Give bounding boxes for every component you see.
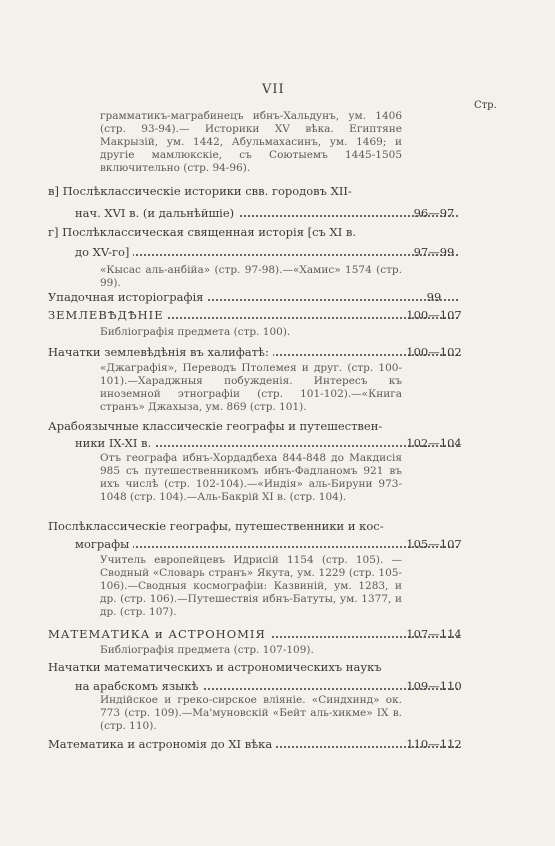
toc-entry-leader — [48, 737, 458, 751]
toc-entry-leader — [75, 245, 458, 259]
toc-entry-pages: 105—107 — [406, 537, 462, 551]
toc-entry-leader — [75, 537, 458, 551]
toc-entry-pages: 109—110 — [406, 679, 462, 693]
toc-entry-title: Математика и астрономія до XI вѣка — [48, 737, 276, 751]
entry-description: «Джаграфія», Переводъ Птолемея и друг. (стр. 100-101).—Хараджныя побужденія. Интересъ къ иноземной этнографіи (стр. 101-102).—«Книга странъ» Джахыза, ум. 869 (стр. 101). — [100, 362, 402, 413]
toc-entry-title-cont: ники IX-XI в. — [75, 436, 155, 450]
toc-entry-leader — [75, 679, 458, 693]
toc-entry-pages: 107—114 — [406, 627, 462, 641]
toc-section-title: ЗЕМЛЕВѢДѢНІЕ — [48, 308, 168, 322]
entry-description: Учитель европейцевъ Идрисій 1154 (стр. 105). —Сводный «Словарь странъ» Якута, ум. 1229 (стр. 105-106).—Сводныя космографіи: Казвиній, ум. 1283, и др. (стр. 106).—Путешествія ибнъ-Батуты, ум. 1377, и др. (стр. 107). — [100, 554, 402, 618]
toc-entry-title-cont: на арабскомъ языкѣ — [75, 679, 202, 693]
toc-entry-title-cont: нач. XVI в. (и дальнѣйшіе) — [75, 206, 238, 220]
page-number: VII — [262, 82, 285, 97]
toc-entry-pages: 97—99 — [413, 245, 455, 259]
toc-entry-pages: 102—104 — [406, 436, 462, 450]
toc-entry-title: Начатки землевѣдѣнія въ халифатѣ: — [48, 345, 273, 359]
entry-description: Библіографія предмета (стр. 100). — [100, 326, 291, 338]
entry-description: Библіографія предмета (стр. 107-109). — [100, 644, 314, 656]
toc-entry-title-cont: до XV-го] — [75, 245, 133, 259]
toc-entry-leader — [48, 345, 458, 359]
page-column-header: Стр. — [474, 100, 497, 111]
toc-entry-title: Упадочная исторіографія — [48, 290, 207, 304]
toc-entry-title: Начатки математическихъ и астрономическихъ наукъ — [48, 660, 382, 674]
toc-section-title: МАТЕМАТИКА и АСТРОНОМІЯ — [48, 627, 270, 641]
toc-entry-title: Арабоязычные классическіе географы и путешествен- — [48, 419, 383, 433]
entry-description: «Кысас аль-анбійа» (стр. 97-98).—«Хамис» 1574 (стр. 99). — [100, 264, 402, 289]
toc-entry-leader — [48, 290, 458, 304]
entry-description: Отъ географа ибнъ-Хордадбеха 844-848 до Макдисія 985 съ путешественникомъ ибнъ-Фадланомъ 921 въ ихъ числѣ (стр. 102-104).—«Индія» аль-Бируни 973-1048 (стр. 104).—Аль-Бакрій XI в. (стр. 104). — [100, 452, 402, 503]
toc-entry-pages: 96—97 — [413, 206, 455, 220]
toc-entry-title: г] Послѣклассическая священная исторія [съ XI в. — [48, 225, 357, 239]
toc-entry-leader — [75, 206, 458, 220]
toc-entry-leader — [48, 308, 458, 322]
toc-entry-pages: 100—102 — [406, 345, 462, 359]
toc-entry-pages: 99 — [426, 290, 442, 304]
toc-entry-title: в] Послѣклассическіе историки свв. городовъ XII- — [48, 184, 352, 198]
entry-description: грамматикъ-маграбинецъ ибнъ-Хальдунъ, ум. 1406 (стр. 93-94).— Историки XV вѣка. Египтяне Макрызій, ум. 1442, Абульмахасинъ, ум. 1469; и другіе мамлюкскіе, съ Соютыемъ 1445-1505 включительно (стр. 94-96). — [100, 110, 402, 174]
toc-entry-leader — [75, 436, 458, 450]
toc-entry-title: Послѣклассическіе географы, путешественники и кос- — [48, 519, 384, 533]
toc-entry-leader — [48, 627, 458, 641]
entry-description: Индійское и греко-сирское вліяніе. «Синдхинд» ок. 773 (стр. 109).—Ма'муновскій «Бейт аль-хикме» IX в. (стр. 110). — [100, 694, 402, 732]
toc-entry-title-cont: мографы — [75, 537, 133, 551]
toc-entry-pages: 100—107 — [406, 308, 462, 322]
toc-entry-pages: 110—112 — [406, 737, 462, 751]
